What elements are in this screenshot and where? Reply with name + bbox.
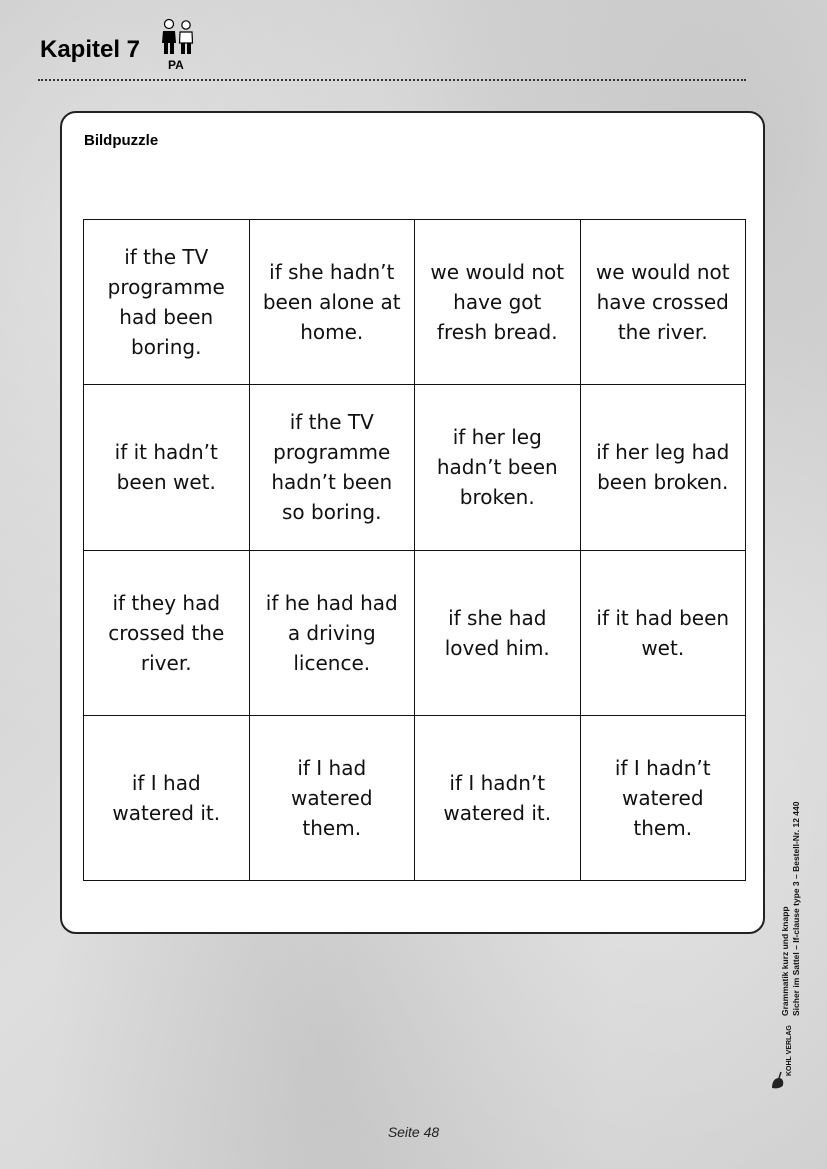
pair-of-students-icon (158, 18, 198, 60)
puzzle-cell: if I had watered them. (250, 716, 416, 881)
puzzle-cell: if the TV programme had been boring. (84, 220, 250, 385)
puzzle-cell: if they had crossed the river. (84, 551, 250, 716)
chapter-title: Kapitel 7 (40, 36, 141, 63)
puzzle-cell: we would not have crossed the river. (581, 220, 747, 385)
puzzle-cell: if I hadn’t watered it. (415, 716, 581, 881)
card-heading: Bildpuzzle (84, 132, 159, 149)
series-info (780, 746, 802, 1016)
puzzle-cell: if her leg had been broken. (581, 385, 747, 550)
publisher-logo-icon (770, 1070, 786, 1090)
puzzle-cell: we would not have got fresh bread. (415, 220, 581, 385)
header-divider (38, 79, 746, 81)
puzzle-cell: if it had been wet. (581, 551, 747, 716)
order-info: Sicher im Sattel – If-clause type 3 – Bestell-Nr. 12 440 (791, 801, 801, 1016)
puzzle-grid (83, 219, 746, 881)
puzzle-cell: if she had loved him. (415, 551, 581, 716)
puzzle-cell: if she hadn’t been alone at home. (250, 220, 416, 385)
work-mode-label: PA (168, 58, 184, 72)
puzzle-cell: if it hadn’t been wet. (84, 385, 250, 550)
puzzle-cell: if I had watered it. (84, 716, 250, 881)
page-number: Seite 48 (387, 1124, 440, 1140)
puzzle-card (60, 111, 765, 934)
series-title: Grammatik kurz und knapp (780, 906, 790, 1016)
puzzle-cell: if her leg hadn’t been broken. (415, 385, 581, 550)
puzzle-cell: if I hadn’t watered them. (581, 716, 747, 881)
publisher-name: KOHL VERLAG (786, 1025, 793, 1076)
puzzle-cell: if the TV programme hadn’t been so boring. (250, 385, 416, 550)
puzzle-cell: if he had had a driving licence. (250, 551, 416, 716)
